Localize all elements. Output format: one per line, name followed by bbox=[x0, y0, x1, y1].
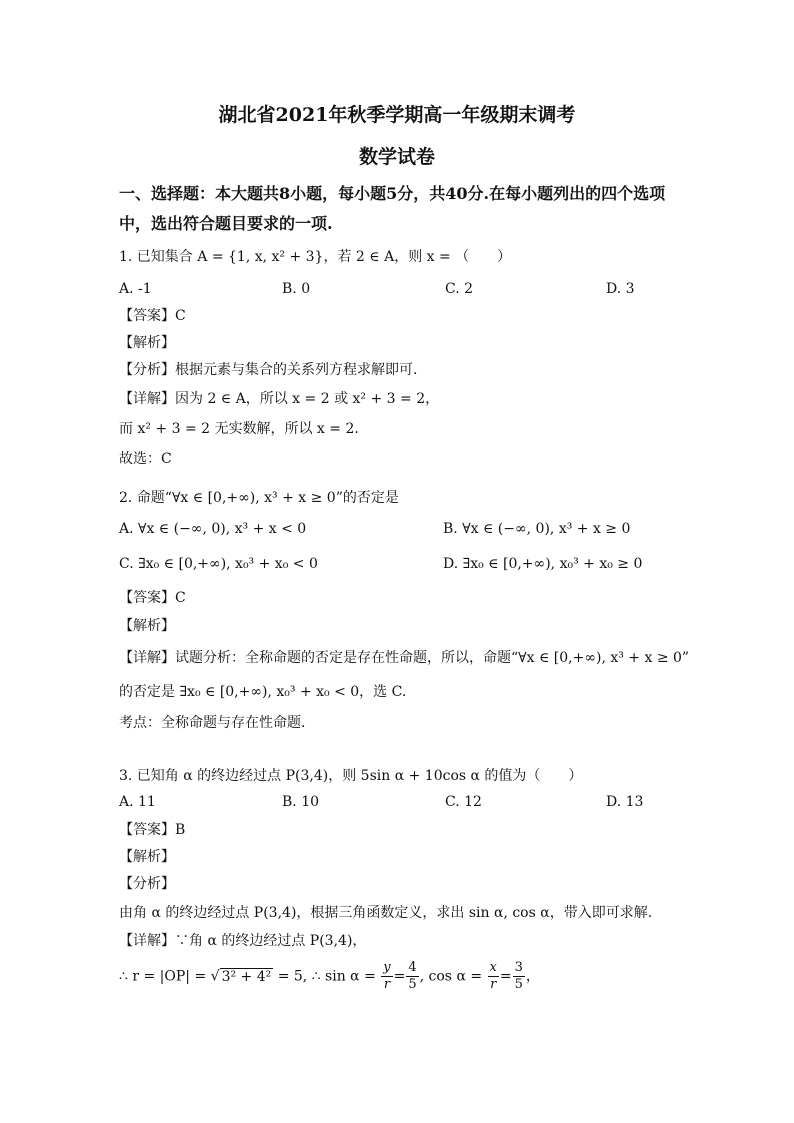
q3-tail: ， bbox=[525, 968, 540, 985]
q3-detail-2: ∴ r = |OP| = √ 3² + 4² = 5, ∴ sin α = $\frac{y}{r}$ = $\frac{4}{5}$ , cos α = $\frac{x}{r}$ = $\frac{3}{5}$ ， bbox=[119, 960, 540, 992]
q3-stem: 3. 已知角 α 的终边经过点 P(3,4)，则 5sin α + 10cos α 的值为（ ） bbox=[119, 768, 583, 784]
q3-hint-label: 【分析】 bbox=[119, 876, 175, 892]
exam-title: 湖北省2021年秋季学期高一年级期末调考 bbox=[218, 104, 576, 126]
q2-detail-1: 【详解】试题分析：全称命题的否定是存在性命题，所以，命题“∀x ∈ [0,+∞), x³ + x ≥ 0” bbox=[119, 650, 690, 666]
q1-detail-1: 【详解】因为 2 ∈ A，所以 x = 2 或 x² + 3 = 2， bbox=[119, 391, 440, 407]
q2-option-d: D. ∃x₀ ∈ [0,+∞), x₀³ + x₀ ≥ 0 bbox=[443, 556, 643, 572]
q2-note: 考点：全称命题与存在性命题. bbox=[119, 715, 306, 731]
q3-sqrt-expression: 3² + 4² bbox=[221, 968, 272, 985]
q1-option-d: D. 3 bbox=[606, 281, 635, 297]
q3-fraction-3-over-5 bbox=[513, 960, 525, 993]
q1-option-b: B. 0 bbox=[282, 281, 311, 297]
q3-equals-2: = bbox=[499, 968, 512, 985]
q2-analysis-label: 【解析】 bbox=[119, 618, 175, 634]
q2-option-b: B. ∀x ∈ (−∞, 0), x³ + x ≥ 0 bbox=[443, 521, 631, 537]
q3-fraction-2-denominator: 5 bbox=[408, 977, 417, 992]
q3-cos-part: , cos α = bbox=[419, 968, 487, 985]
q1-analysis-label: 【解析】 bbox=[119, 335, 175, 351]
q3-fraction-1-numerator: y bbox=[383, 960, 391, 975]
q3-option-a: A. 11 bbox=[119, 794, 156, 810]
q3-fraction-4-over-5 bbox=[406, 960, 418, 993]
q1-answer: 【答案】C bbox=[119, 308, 186, 324]
q3-detail-2-mid: = 5, ∴ sin α = bbox=[273, 968, 381, 985]
q2-detail-2: 的否定是 ∃x₀ ∈ [0,+∞), x₀³ + x₀ < 0，选 C. bbox=[119, 684, 407, 700]
q1-choice: 故选：C bbox=[119, 451, 172, 467]
q3-fraction-2-numerator: 4 bbox=[408, 960, 417, 975]
q2-stem: 2. 命题“∀x ∈ [0,+∞), x³ + x ≥ 0”的否定是 bbox=[119, 490, 399, 506]
section-heading-line2: 中，选出符合题目要求的一项. bbox=[119, 214, 333, 233]
q3-option-c: C. 12 bbox=[445, 794, 482, 810]
q1-hint: 【分析】根据元素与集合的关系列方程求解即可. bbox=[119, 362, 418, 378]
q3-option-b: B. 10 bbox=[282, 794, 320, 810]
q3-equals-1: = bbox=[393, 968, 406, 985]
q3-fraction-4-denominator: 5 bbox=[514, 977, 523, 992]
q3-fraction-x-over-r bbox=[488, 960, 499, 993]
section-heading-line1: 一、选择题：本大题共8小题，每小题5分，共40分.在每小题列出的四个选项 bbox=[119, 184, 666, 203]
q2-option-a: A. ∀x ∈ (−∞, 0), x³ + x < 0 bbox=[119, 521, 307, 537]
q2-option-c: C. ∃x₀ ∈ [0,+∞), x₀³ + x₀ < 0 bbox=[119, 556, 318, 572]
exam-subtitle: 数学试卷 bbox=[358, 146, 435, 168]
q1-option-c: C. 2 bbox=[445, 281, 474, 297]
q1-option-a: A. -1 bbox=[119, 281, 152, 297]
q3-option-d: D. 13 bbox=[606, 794, 644, 810]
q3-fraction-y-over-r bbox=[381, 960, 392, 993]
q3-fraction-4-numerator: 3 bbox=[514, 960, 523, 975]
q1-stem: 1. 已知集合 A = {1, x, x² + 3}，若 2 ∈ A，则 x = （ ） bbox=[119, 249, 512, 265]
q3-detail-2-prefix: ∴ r = |OP| = bbox=[119, 968, 211, 985]
q3-detail-1: 【详解】∵角 α 的终边经过点 P(3,4)， bbox=[119, 933, 367, 949]
q3-fraction-1-denominator: r bbox=[383, 977, 391, 992]
q3-fraction-3-numerator: x bbox=[489, 960, 497, 975]
q3-hint: 由角 α 的终边经过点 P(3,4)，根据三角函数定义，求出 sin α, cos α，带入即可求解. bbox=[119, 905, 653, 921]
q2-answer: 【答案】C bbox=[119, 590, 186, 606]
q3-fraction-3-denominator: r bbox=[490, 977, 497, 992]
q1-detail-2: 而 x² + 3 = 2 无实数解，所以 x = 2. bbox=[119, 421, 359, 437]
q3-analysis-label: 【解析】 bbox=[119, 849, 175, 865]
q3-answer: 【答案】B bbox=[119, 822, 186, 838]
